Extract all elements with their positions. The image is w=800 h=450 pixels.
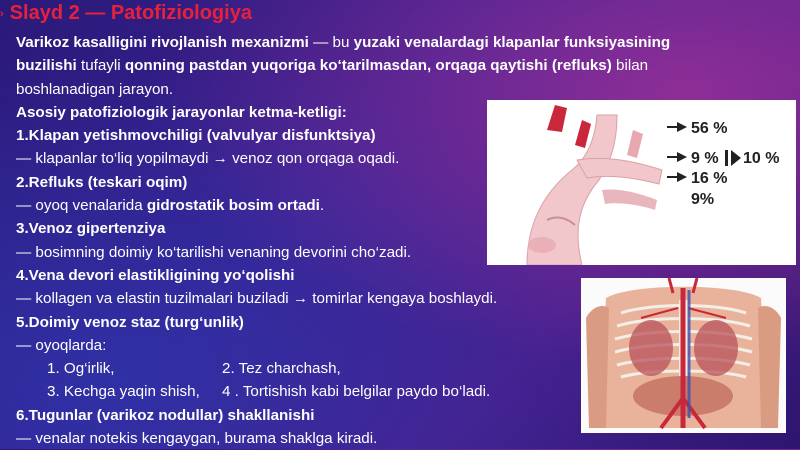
- percent-label: 9%: [691, 191, 715, 208]
- step-title: 2.Refluks (teskari oqim): [16, 173, 188, 191]
- percent-label: 9 %: [691, 150, 719, 167]
- step-desc: — kollagen va elastin tuzilmalari buziladi → tomirlar kengaya boshlaydi.: [16, 290, 498, 308]
- symptom-item: 1. Og‘irlik,: [47, 360, 115, 378]
- percent-label: 56 %: [691, 120, 728, 137]
- sequence-heading: Asosiy patofiziologik jarayonlar ketma-ketligi:: [16, 103, 347, 121]
- vessel-diagram-illustration: [487, 100, 796, 265]
- intro-text: Varikoz kasalligini rivojlanish mexanizmi: [16, 34, 309, 51]
- intro-text: boshlanadigan jarayon.: [16, 80, 174, 98]
- intro-text: bilan: [611, 57, 649, 75]
- intro-text: qonning pastdan yuqoriga ko‘tarilmasdan, orqaga qaytishi (refluks): [124, 57, 612, 75]
- arrow-icon: [731, 150, 741, 166]
- title-bullet-icon: ›: [0, 7, 4, 20]
- torso-illustration: [581, 278, 786, 433]
- arrow-icon: [677, 152, 687, 162]
- step-title: 4.Vena devori elastikligining yo‘qolishi: [16, 266, 295, 284]
- reflux-diagram-figure: [487, 100, 796, 265]
- symptom-item: 4 . Tortishish kabi belgilar paydo bo‘ladi.: [222, 383, 491, 401]
- slide-title-text: Slayd 2 — Patofiziologiya: [9, 2, 252, 24]
- slide-title: [0, 2, 252, 25]
- step-title: 5.Doimiy venoz staz (turg‘unlik): [16, 313, 244, 331]
- step-title: 1.Klapan yetishmovchiligi (valvulyar disfunktsiya): [16, 127, 376, 145]
- step-desc: — venalar notekis kengaygan, burama shaklga kiradi.: [16, 430, 378, 448]
- step-desc: .: [319, 197, 325, 215]
- arrow-icon: [677, 172, 687, 182]
- intro-text: buzilishi: [16, 57, 77, 75]
- intro-text: tufayli: [76, 57, 125, 75]
- arrow-icon: [677, 122, 687, 132]
- step-desc: — oyoqlarda:: [16, 336, 107, 354]
- step-desc-bold: gidrostatik bosim ortadi: [146, 197, 320, 215]
- intro-paragraph: [16, 31, 776, 101]
- step-desc: — bosimning doimiy ko‘tarilishi venaning devorini cho‘zadi.: [16, 243, 412, 261]
- anatomy-figure: [581, 278, 786, 433]
- step-title: 3.Venoz gipertenziya: [16, 220, 166, 238]
- symptom-item: 3. Kechga yaqin shish,: [47, 383, 200, 401]
- intro-text: — bu: [308, 34, 354, 51]
- intro-text: yuzaki venalardagi klapanlar funksiyasining: [353, 34, 671, 51]
- percent-label: 10 %: [743, 150, 780, 167]
- step-title: 6.Tugunlar (varikoz nodullar) shakllanishi: [16, 406, 315, 424]
- step-desc: — klapanlar to‘liq yopilmaydi → venoz qon orqaga oqadi.: [16, 150, 400, 168]
- step-desc: — oyoq venalarida: [16, 197, 147, 215]
- percent-label: 16 %: [691, 170, 728, 187]
- symptom-item: 2. Tez charchash,: [222, 360, 341, 378]
